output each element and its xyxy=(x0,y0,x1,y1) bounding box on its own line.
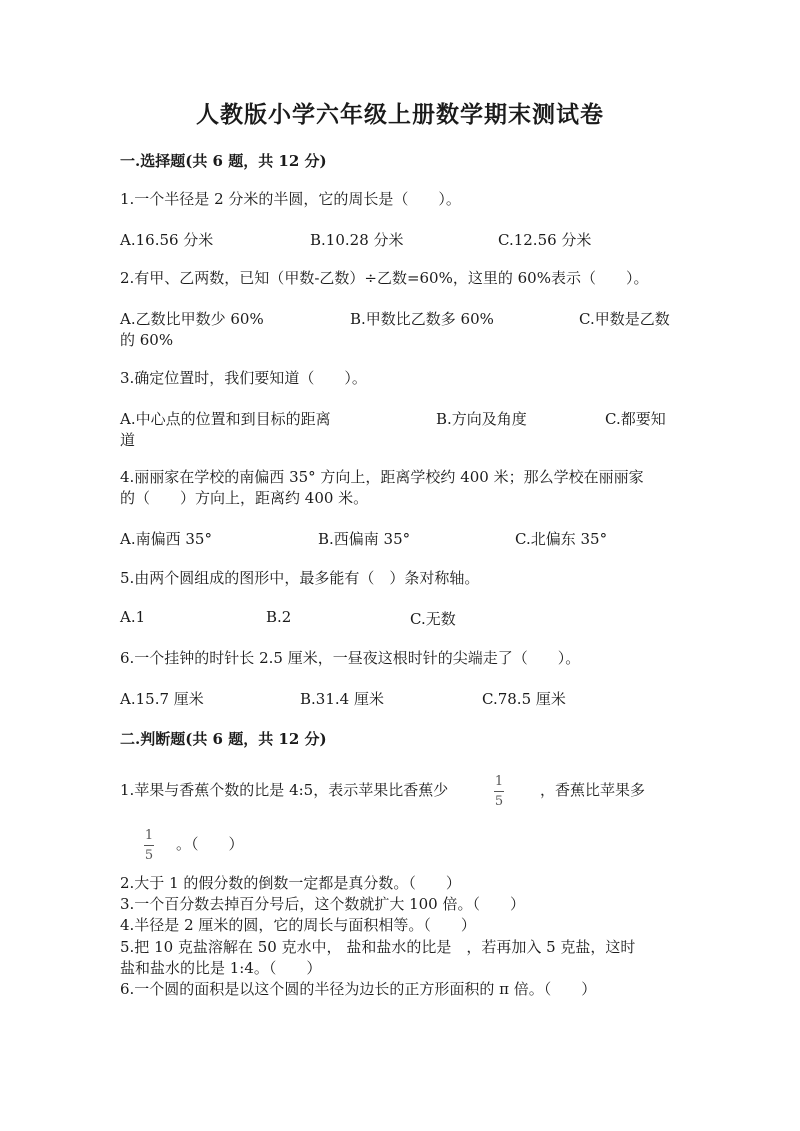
fraction-denominator: 5 xyxy=(494,794,504,809)
judgement-6-text: 6.一个圆的面积是以这个圆的半径为边长的正方形面积的 π 倍。（ ） xyxy=(120,980,597,998)
option-b: B.西偏南 35° xyxy=(318,530,411,548)
judgement-2-text: 2.大于 1 的假分数的倒数一定都是真分数。（ ） xyxy=(120,874,461,892)
option-c: C.北偏东 35° xyxy=(515,530,608,548)
judgement-5-text: 5.把 10 克盐溶解在 50 克水中， 盐和盐水的比是 ，若再加入 5 克盐，这时 xyxy=(120,938,636,956)
fraction-numerator: 1 xyxy=(494,774,504,789)
fraction-one-fifth xyxy=(144,828,154,863)
question-text-continued: 的（ ）方向上，距离约 400 米。 xyxy=(120,489,369,507)
fraction-numerator: 1 xyxy=(144,828,154,843)
fraction-denominator: 5 xyxy=(144,848,154,863)
option-c-continued: 道 xyxy=(120,431,136,449)
judgement-1-text: 1.苹果与香蕉个数的比是 4:5，表示苹果比香蕉少 xyxy=(120,781,449,799)
option-c-continued: 的 60% xyxy=(120,331,174,349)
option-b: B.2 xyxy=(266,608,292,626)
question-text: 3.确定位置时，我们要知道（ ）。 xyxy=(120,369,367,387)
option-c: C.甲数是乙数 xyxy=(579,310,670,328)
judgement-3-text: 3.一个百分数去掉百分号后，这个数就扩大 100 倍。（ ） xyxy=(120,895,525,913)
fraction-bar xyxy=(144,845,154,846)
judgement-1-answer-blank: 。（ ） xyxy=(176,835,244,853)
judgement-4-text: 4.半径是 2 厘米的圆，它的周长与面积相等。（ ） xyxy=(120,916,476,934)
option-b: B.10.28 分米 xyxy=(310,231,404,249)
judgement-1-text-continued: ，香蕉比苹果多 xyxy=(540,781,646,799)
option-a: A.16.56 分米 xyxy=(120,231,214,249)
option-b: B.方向及角度 xyxy=(436,410,527,428)
question-text: 1.一个半径是 2 分米的半圆，它的周长是（ ）。 xyxy=(120,190,461,208)
option-c: C.都要知 xyxy=(605,410,666,428)
section-heading-judgement: 二.判断题(共 6 题，共 12 分) xyxy=(120,730,327,748)
section-heading-choice: 一.选择题(共 6 题，共 12 分) xyxy=(120,152,327,170)
judgement-5-text-continued: 盐和盐水的比是 1:4。（ ） xyxy=(120,959,322,977)
option-a: A.1 xyxy=(120,608,146,626)
question-text: 5.由两个圆组成的图形中，最多能有（ ）条对称轴。 xyxy=(120,569,480,587)
question-text: 4.丽丽家在学校的南偏西 35° 方向上，距离学校约 400 米；那么学校在丽丽家 xyxy=(120,468,644,486)
question-text: 6.一个挂钟的时针长 2.5 厘米，一昼夜这根时针的尖端走了（ ）。 xyxy=(120,649,581,667)
option-a: A.中心点的位置和到目标的距离 xyxy=(120,410,331,428)
option-b: B.甲数比乙数多 60% xyxy=(350,310,494,328)
option-c: C.78.5 厘米 xyxy=(482,690,566,708)
option-c: C.12.56 分米 xyxy=(498,231,592,249)
question-text: 2.有甲、乙两数，已知（甲数-乙数）÷乙数=60%，这里的 60%表示（ ）。 xyxy=(120,269,649,287)
fraction-bar xyxy=(494,791,504,792)
option-c: C.无数 xyxy=(410,610,456,628)
page-title: 人教版小学六年级上册数学期末测试卷 xyxy=(196,101,604,128)
option-a: A.15.7 厘米 xyxy=(120,690,204,708)
option-a: A.南偏西 35° xyxy=(120,530,212,548)
option-b: B.31.4 厘米 xyxy=(300,690,384,708)
option-a: A.乙数比甲数少 60% xyxy=(120,310,264,328)
fraction-one-fifth xyxy=(494,774,504,809)
